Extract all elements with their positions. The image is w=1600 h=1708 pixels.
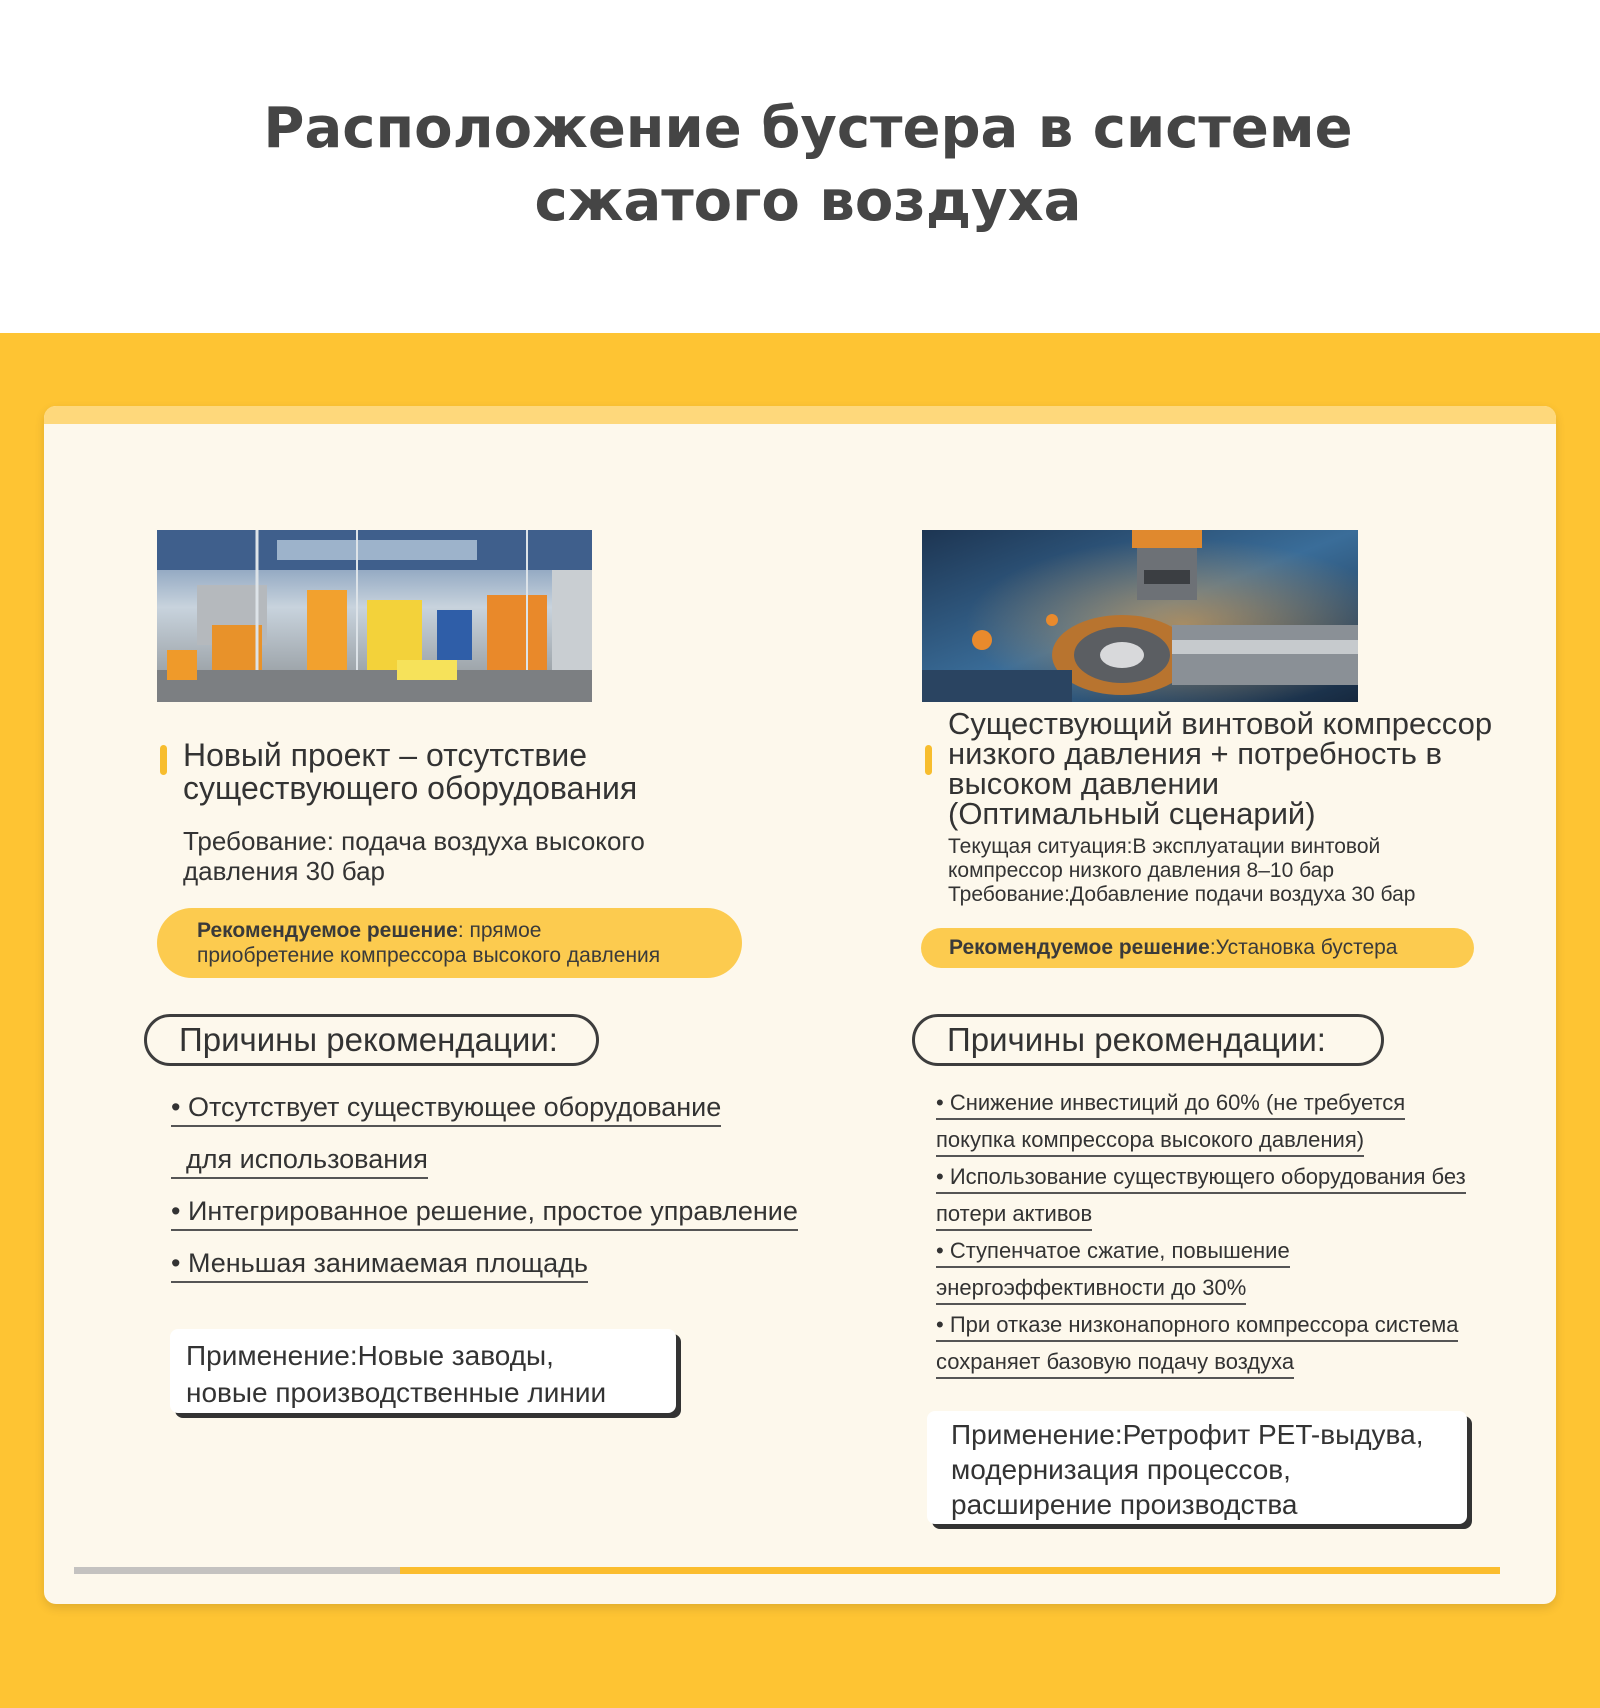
right-bullet: • Ступенчатое сжатие, повышение <box>936 1238 1290 1268</box>
page-title-line2: сжатого воздуха <box>534 169 1082 234</box>
left-application-box <box>170 1329 676 1413</box>
left-heading <box>183 739 637 805</box>
left-recommend-label: Рекомендуемое решение <box>197 919 458 942</box>
right-heading-line4: (Оптимальный сценарий) <box>948 796 1316 831</box>
right-application-line1: Применение:Ретрофит PET-выдува, <box>951 1419 1424 1450</box>
right-heading-line2: низкого давления + потребность в <box>948 736 1442 771</box>
right-bullet: энергоэффективности до 30% <box>936 1275 1246 1305</box>
page-title <box>0 92 1600 238</box>
right-bullet: • При отказе низконапорного компрессора система <box>936 1312 1458 1342</box>
right-heading-line1: Существующий винтовой компрессор <box>948 706 1493 741</box>
right-recommendation-pill <box>921 928 1474 968</box>
right-application-line2: модернизация процессов, <box>951 1454 1291 1485</box>
page-title-line1: Расположение бустера в системе <box>263 96 1353 161</box>
right-reasons-title-box <box>912 1014 1384 1066</box>
right-bullet: • Использование существующего оборудования без <box>936 1164 1466 1194</box>
content-card <box>44 406 1556 1604</box>
right-situation-line1: Текущая ситуация:В эксплуатации винтовой <box>948 835 1381 858</box>
left-requirement-line2: давления 30 бар <box>183 856 386 886</box>
left-reasons-title: Причины рекомендации: <box>179 1021 558 1058</box>
right-recommend-text: :Установка бустера <box>1209 936 1398 959</box>
left-bullet: для использования <box>171 1144 428 1179</box>
right-recommend-label: Рекомендуемое решение <box>949 936 1210 959</box>
progress-track-done <box>74 1567 400 1574</box>
right-bullet: покупка компрессора высокого давления) <box>936 1127 1364 1157</box>
right-accent-bar <box>925 745 932 775</box>
left-reasons-title-box <box>144 1014 599 1066</box>
left-application-line2: новые производственные линии <box>186 1377 607 1408</box>
machinery-photo <box>922 530 1358 702</box>
progress-track-remaining <box>400 1567 1500 1574</box>
left-recommend-text-line1: : прямое <box>457 919 542 942</box>
left-requirement <box>183 826 645 886</box>
left-application-line1: Применение:Новые заводы, <box>186 1340 554 1371</box>
factory-photo <box>157 530 592 702</box>
left-bullet: • Отсутствует существующее оборудование <box>171 1092 721 1127</box>
left-recommendation-pill <box>157 908 742 978</box>
right-heading-line3: высоком давлении <box>948 766 1220 801</box>
left-bullet: • Меньшая занимаемая площадь <box>171 1248 588 1283</box>
left-heading-line1: Новый проект – отсутствие <box>183 737 587 773</box>
right-reasons-title: Причины рекомендации: <box>947 1021 1326 1058</box>
card-top-strip <box>44 406 1556 424</box>
left-heading-line2: существующего оборудования <box>183 770 638 806</box>
right-bullet: сохраняет базовую подачу воздуха <box>936 1349 1294 1379</box>
right-situation <box>948 835 1415 907</box>
right-heading <box>948 706 1493 831</box>
right-bullet: потери активов <box>936 1201 1092 1231</box>
right-bullet: • Снижение инвестиций до 60% (не требуется <box>936 1090 1405 1120</box>
right-situation-line2: компрессор низкого давления 8–10 бар <box>948 859 1334 882</box>
left-recommend-text-line2: приобретение компрессора высокого давления <box>197 944 661 967</box>
left-accent-bar <box>160 745 167 775</box>
left-bullet: • Интегрированное решение, простое управление <box>171 1196 798 1231</box>
right-situation-line3: Требование:Добавление подачи воздуха 30 бар <box>948 883 1416 906</box>
left-requirement-line1: Требование: подача воздуха высокого <box>183 826 645 856</box>
right-application-box <box>927 1411 1467 1524</box>
right-application-line3: расширение производства <box>951 1489 1298 1520</box>
